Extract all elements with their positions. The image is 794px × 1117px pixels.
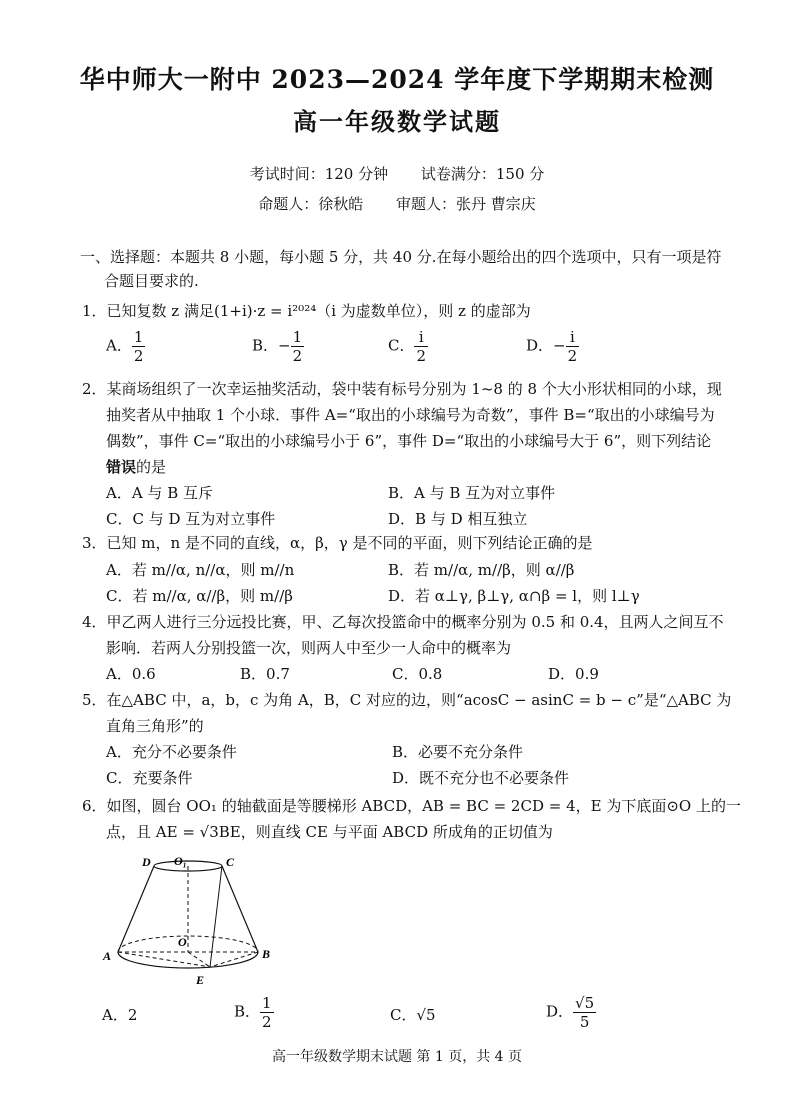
emphasis-wrong: 错误	[106, 458, 137, 476]
q6-line-1: 6．如图，圆台 OO₁ 的轴截面是等腰梯形 ABCD，AB = BC = 2CD = 4，E 为下底面⊙O 上的一	[82, 797, 741, 815]
q4-option-c: C．0.8	[392, 665, 443, 683]
label-o1: O₁	[174, 854, 187, 868]
label-d: D	[142, 855, 151, 869]
exam-author: 命题人：徐秋皓	[258, 195, 364, 213]
exam-time: 考试时间：120 分钟	[249, 165, 389, 183]
q3-option-c: C．若 m//α, α//β，则 m//β	[106, 587, 293, 605]
q4-line-2: 影响．若两人分别投篮一次，则两人中至少一人命中的概率为	[106, 639, 512, 657]
exam-meta-1	[0, 163, 794, 184]
exam-score: 试卷满分：150 分	[420, 165, 545, 183]
q6-option-b: B． $\frac{1}{2}$	[234, 994, 272, 1031]
q2-line-3: 偶数”，事件 C=“取出的小球编号小于 6”，事件 D=“取出的小球编号大于 6”，则下列结论	[106, 432, 712, 450]
label-a: A	[103, 949, 112, 963]
q6-option-c: C．√5	[390, 1006, 436, 1024]
q5-option-a: A．充分不必要条件	[106, 743, 237, 761]
q1-option-a: A． $\frac{1}{2}$	[106, 328, 144, 365]
section-heading-cont: 合题目要求的.	[104, 272, 199, 290]
q5-option-c: C．充要条件	[106, 769, 193, 787]
segment-oe	[188, 952, 210, 967]
label-b: B	[262, 947, 271, 961]
q3-stem: 3．已知 m，n 是不同的直线，α，β，γ 是不同的平面，则下列结论正确的是	[82, 534, 593, 552]
q3-option-a: A．若 m//α, n//α，则 m//n	[106, 561, 295, 579]
q5-line-2: 直角三角形”的	[106, 717, 204, 735]
q4-line-1: 4．甲乙两人进行三分远投比赛，甲、乙每次投篮命中的概率分别为 0.5 和 0.4，且两人之间互不	[82, 613, 724, 631]
q2-line-1: 2．某商场组织了一次幸运抽奖活动，袋中装有标号分别为 1~8 的 8 个大小形状相同的小球，现	[82, 380, 722, 398]
q4-option-a: A．0.6	[106, 665, 156, 683]
segment-ae	[118, 952, 210, 967]
q1-option-c: C． $\frac{i}{2}$	[388, 328, 427, 365]
fraction: $\frac{1}{2}$	[133, 328, 144, 365]
fraction: $\frac{1}{2}$	[292, 328, 303, 365]
q6-option-d: D． $\frac{√5}{5}$	[546, 994, 595, 1031]
label-o: O	[178, 935, 187, 949]
q4-option-d: D．0.9	[548, 665, 599, 683]
q1-stem: 1．已知复数 z 满足(1+i)·z = i²⁰²⁴（i 为虚数单位），则 z 的虚部为	[82, 302, 531, 320]
q1-option-d: D．− $\frac{i}{2}$	[526, 328, 578, 365]
q6-option-a: A．2	[102, 1006, 138, 1024]
q2-line-2: 抽奖者从中抽取 1 个小球．事件 A=“取出的小球编号为奇数”，事件 B=“取出的小球编号为	[106, 406, 715, 424]
label-c: C	[226, 855, 235, 869]
exam-title: 华中师大一附中 2023—2024 学年度下学期期末检测	[79, 65, 715, 94]
q5-line-1: 5．在△ABC 中，a，b，c 为角 A，B，C 对应的边，则“acosC − asinC = b − c”是“△ABC 为	[82, 691, 732, 709]
exam-reviewer: 审题人：张丹 曹宗庆	[396, 195, 536, 213]
exam-meta-2	[0, 193, 794, 214]
fraction: $\frac{1}{2}$	[262, 994, 272, 1031]
bottom-ellipse-front	[118, 952, 258, 968]
q6-line-2: 点，且 AE = √3BE，则直线 CE 与平面 ABCD 所成角的正切值为	[106, 823, 553, 841]
q2-option-c: C．C 与 D 互为对立事件	[106, 510, 276, 528]
q2-line-4: 错误的是	[106, 458, 167, 476]
q5-option-b: B．必要不充分条件	[392, 743, 524, 761]
q5-option-d: D．既不充分也不必要条件	[392, 769, 570, 787]
fraction: $\frac{√5}{5}$	[575, 994, 595, 1031]
frustum-figure	[98, 852, 271, 992]
section-heading: 一、选择题：本题共 8 小题，每小题 5 分，共 40 分.在每小题给出的四个选项中，只有一项是符	[80, 248, 722, 266]
q3-option-b: B．若 m//α, m//β，则 α//β	[388, 561, 575, 579]
exam-subtitle: 高一年级数学试题	[293, 107, 501, 136]
q2-option-b: B．A 与 B 互为对立事件	[388, 484, 556, 502]
q1-option-b: B．− $\frac{1}{2}$	[252, 328, 303, 365]
label-e: E	[196, 973, 205, 987]
fraction: $\frac{i}{2}$	[567, 328, 578, 365]
q2-option-d: D．B 与 D 相互独立	[388, 510, 528, 528]
side-left	[118, 866, 154, 952]
page-footer: 高一年级数学期末试题 第 1 页，共 4 页	[271, 1049, 523, 1065]
q4-option-b: B．0.7	[240, 665, 290, 683]
fraction: $\frac{i}{2}$	[416, 328, 427, 365]
q3-option-d: D．若 α⊥γ, β⊥γ, α∩β = l，则 l⊥γ	[388, 587, 640, 605]
q2-option-a: A．A 与 B 互斥	[106, 484, 213, 502]
